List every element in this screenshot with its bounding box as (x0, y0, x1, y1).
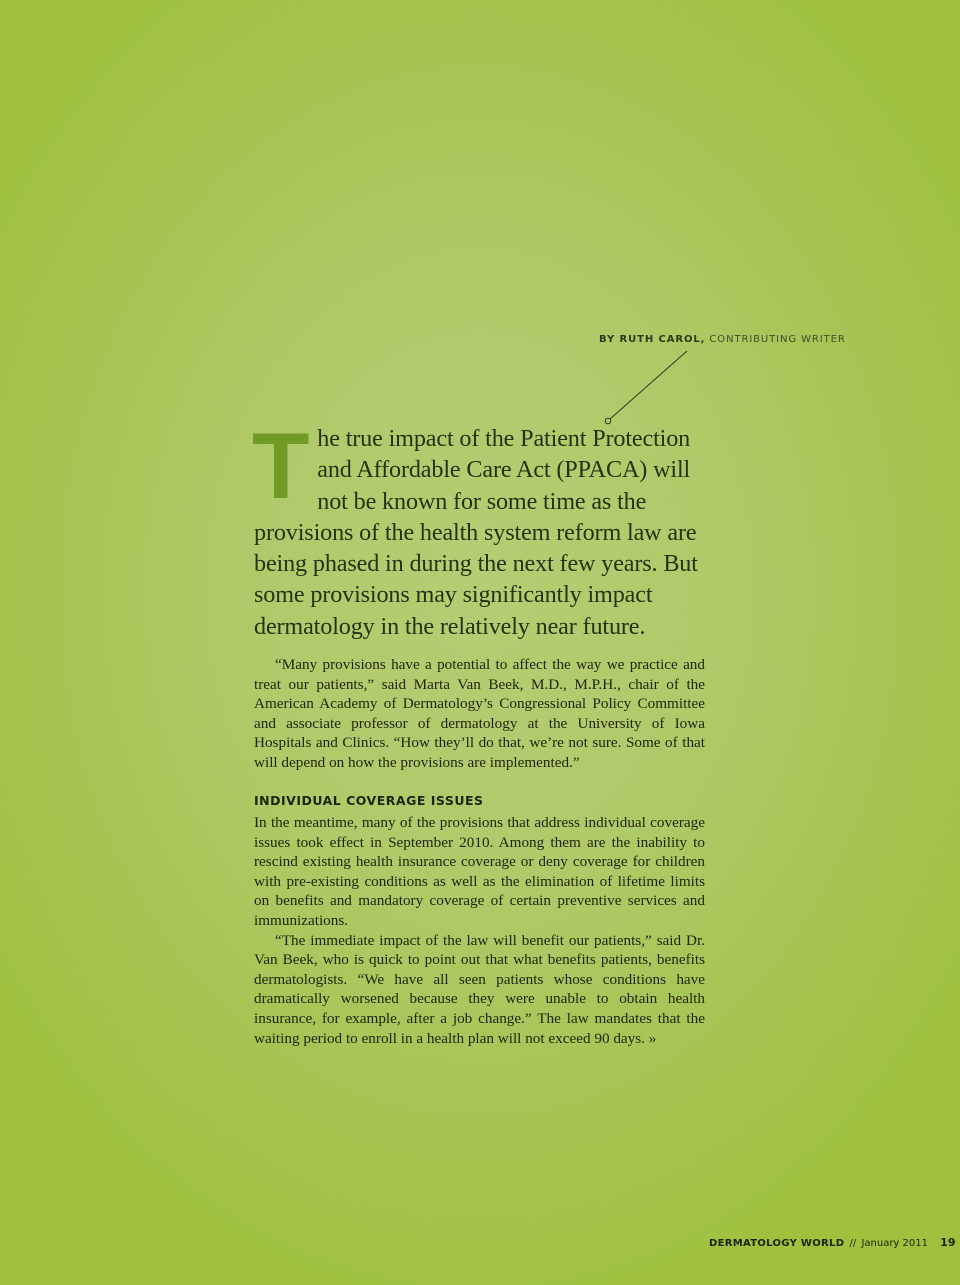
article-body-intro (254, 655, 705, 773)
footer-separator: // (849, 1238, 857, 1249)
article-body-section (254, 813, 705, 1048)
pointer-line-segment (610, 351, 687, 419)
issue-date: January 2011 (861, 1238, 928, 1249)
author-role: CONTRIBUTING WRITER (705, 334, 846, 345)
body-paragraph: “The immediate impact of the law will benefit our patients,” said Dr. Van Beek, who is quick to point out that what benefits patients, benefits dermatologists. “We have all seen patients whose conditions have dramatically worsened because they were unable to obtain health insurance, for example, after a job change.” The law mandates that the waiting period to enroll in a health plan will not exceed 90 days. » (254, 931, 705, 1047)
article-lede (252, 413, 712, 642)
drop-cap: T (252, 413, 310, 518)
page-footer (709, 1236, 955, 1249)
body-paragraph: In the meantime, many of the provisions that address individual coverage issues took effect in September 2010. Among them are the inability to rescind existing health insurance coverage or deny coverage for children with pre-existing conditions as well as the elimination of lifetime limits on benefits and mandatory coverage of certain preventive services and immunizations. (254, 814, 705, 929)
body-paragraph: “Many provisions have a potential to affect the way we practice and treat our patients,” said Marta Van Beek, M.D., M.P.H., chair of the American Academy of Dermatology’s Congressional Policy Committee and associate professor of dermatology at the University of Iowa Hospitals and Clinics. “How they’ll do that, we’re not sure. Some of that will depend on how the provisions are implemented.” (254, 656, 705, 771)
publication-name: DERMATOLOGY WORLD (709, 1238, 845, 1249)
section-heading: INDIVIDUAL COVERAGE ISSUES (254, 793, 484, 808)
author-name: BY RUTH CAROL, (599, 334, 706, 345)
lede-text: he true impact of the Patient Protection and Affordable Care Act (PPACA) will not be known for some time as the provisions of the health system reform law are being phased in during the next few years. But some provisions may significantly impact dermatology in the relatively near future. (254, 425, 698, 640)
page-number: 19 (940, 1236, 956, 1249)
byline (599, 334, 846, 345)
